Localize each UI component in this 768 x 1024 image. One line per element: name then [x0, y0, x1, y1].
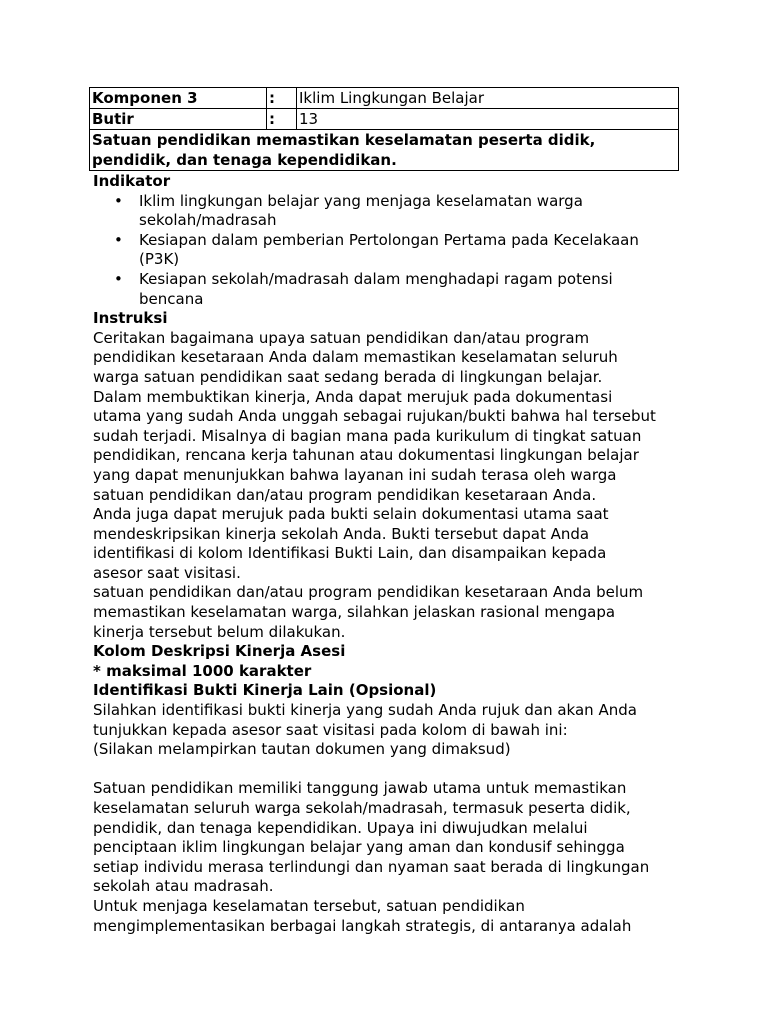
deskripsi-line: pendidik, dan tenaga kependidikan. Upaya ini diwujudkan melalui [93, 818, 588, 837]
indikator-item-line: • Iklim lingkungan belajar yang menjaga keselamatan warga [139, 191, 583, 210]
instruksi-line: utama yang sudah Anda unggah sebagai rujukan/bukti bahwa hal tersebut [93, 407, 656, 426]
indikator-item [139, 270, 693, 309]
identifikasi-heading: Identifikasi Bukti Kinerja Lain (Opsional) [93, 681, 437, 700]
instruksi-line: sudah terjadi. Misalnya di bagian mana pada kurikulum di tingkat satuan [93, 426, 642, 445]
statement-line: pendidik, dan tenaga kependidikan. [92, 151, 397, 169]
instruksi-line: warga satuan pendidikan saat sedang berada di lingkungan belajar. [93, 367, 603, 386]
indikator-item-line: (P3K) [139, 250, 180, 269]
deskripsi-line: keselamatan seluruh warga sekolah/madrasah, termasuk peserta didik, [93, 799, 631, 817]
table-row-butir [90, 109, 679, 130]
butir-label: Butir [90, 109, 267, 130]
instruksi-line: pendidikan, rencana kerja tahunan atau dokumentasi lingkungan belajar [93, 446, 639, 465]
indikator-item-line: bencana [139, 289, 204, 308]
component-table [89, 87, 679, 171]
instruksi-line: mendeskripsikan kinerja sekolah Anda. Bukti tersebut dapat Anda [93, 524, 590, 543]
instruksi-line: Ceritakan bagaimana upaya satuan pendidikan dan/atau program [93, 328, 590, 347]
deskripsi-line: penciptaan iklim lingkungan belajar yang aman dan kondusif sehingga [93, 838, 625, 857]
instruksi-line: Dalam membuktikan kinerja, Anda dapat merujuk pada dokumentasi [93, 387, 613, 406]
indikator-heading: Indikator [93, 172, 171, 190]
statement-cell [90, 130, 679, 171]
indikator-item-line: sekolah/madrasah [139, 211, 277, 230]
indikator-item [139, 192, 693, 231]
deskripsi-line: sekolah atau madrasah. [93, 877, 274, 896]
document-content [93, 172, 693, 936]
deskripsi-line: mengimplementasikan berbagai langkah strategis, di antaranya adalah [93, 916, 632, 935]
instruksi-line: Anda juga dapat merujuk pada bukti selain dokumentasi utama saat [93, 505, 609, 524]
table-row-statement [90, 130, 679, 171]
spacer [93, 760, 693, 780]
indikator-item-line: • Kesiapan sekolah/madrasah dalam menghadapi ragam potensi [139, 269, 613, 288]
instruksi-line: asesor saat visitasi. [93, 563, 241, 582]
deskripsi-line: setiap individu merasa terlindungi dan nyaman saat berada di lingkungan [93, 857, 650, 876]
deskripsi-body [93, 779, 693, 936]
instruksi-line: pendidikan kesetaraan Anda dalam memastikan keselamatan seluruh [93, 348, 618, 367]
komponen-label: Komponen 3 [90, 88, 267, 109]
instruksi-heading: Instruksi [93, 309, 168, 328]
identifikasi-body [93, 701, 693, 760]
indikator-item-line: • Kesiapan dalam pemberian Pertolongan Pertama pada Kecelakaan [139, 230, 639, 249]
kolom-limit: * maksimal 1000 karakter [93, 661, 312, 680]
identifikasi-line: (Silakan melampirkan tautan dokumen yang dimaksud) [93, 740, 511, 759]
butir-value: 13 [297, 109, 679, 130]
komponen-value: Iklim Lingkungan Belajar [297, 88, 679, 109]
kolom-heading: Kolom Deskripsi Kinerja Asesi [93, 642, 346, 661]
table-row-komponen [90, 88, 679, 109]
deskripsi-line: Satuan pendidikan memiliki tanggung jawab utama untuk memastikan [93, 779, 627, 798]
deskripsi-line: Untuk menjaga keselamatan tersebut, satuan pendidikan [93, 896, 525, 915]
butir-colon: : [267, 109, 297, 130]
instruksi-line: identifikasi di kolom Identifikasi Bukti Lain, dan disampaikan kepada [93, 544, 607, 563]
indikator-item [139, 231, 693, 270]
instruksi-line: kinerja tersebut belum dilakukan. [93, 622, 346, 641]
komponen-colon: : [267, 88, 297, 109]
identifikasi-line: tunjukkan kepada asesor saat visitasi pada kolom di bawah ini: [93, 720, 568, 739]
instruksi-line: satuan pendidikan dan/atau program pendidikan kesetaraan Anda. [93, 485, 597, 504]
statement-line: Satuan pendidikan memastikan keselamatan peserta didik, [92, 131, 596, 149]
instruksi-line: satuan pendidikan dan/atau program pendidikan kesetaraan Anda belum [93, 583, 644, 602]
instruksi-line: yang dapat menunjukkan bahwa layanan ini sudah terasa oleh warga [93, 465, 617, 484]
identifikasi-line: Silahkan identifikasi bukti kinerja yang sudah Anda rujuk dan akan Anda [93, 701, 637, 720]
instruksi-body [93, 329, 693, 643]
indikator-list [93, 192, 693, 310]
instruksi-line: memastikan keselamatan warga, silahkan jelaskan rasional mengapa [93, 603, 616, 622]
